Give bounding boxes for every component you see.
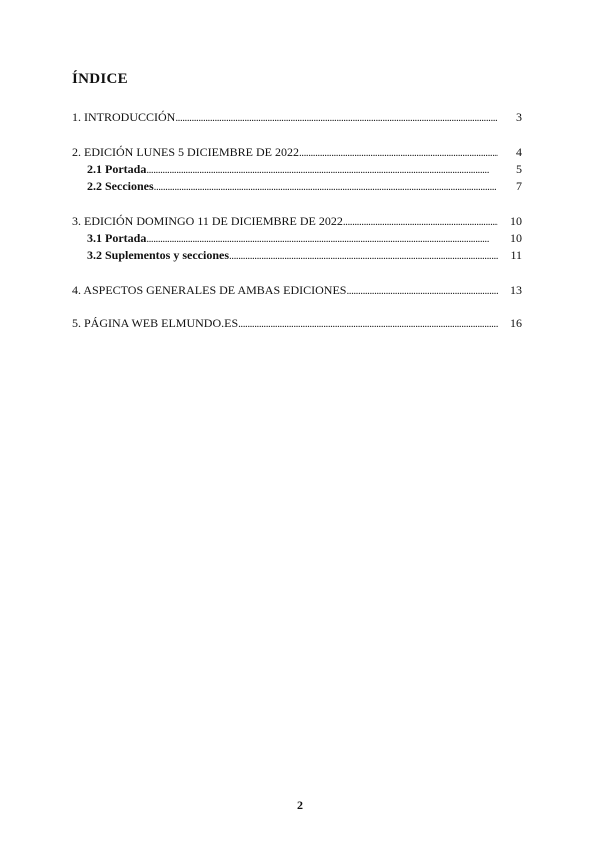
toc-entry-label: 5. PÁGINA WEB ELMUNDO.ES (72, 316, 239, 330)
toc-entry-page: 4 (516, 145, 522, 159)
toc-entry-aspectos-generales[interactable] (72, 283, 522, 298)
toc-entry-page: 10 (510, 214, 522, 228)
toc-entry-label: 4. ASPECTOS GENERALES DE AMBAS EDICIONES (72, 283, 347, 297)
toc-entry-page: 10 (510, 231, 522, 245)
toc-entry-edicion-lunes[interactable] (72, 145, 522, 160)
page-number: 2 (297, 798, 303, 812)
dot-leader (154, 179, 498, 194)
toc-entry-page: 11 (510, 248, 522, 262)
toc-entry-edicion-domingo[interactable] (72, 214, 522, 229)
toc-entry-label: 2.2 Secciones (87, 179, 154, 193)
dot-leader (229, 248, 498, 263)
toc-entry-introduccion[interactable] (72, 110, 522, 125)
toc-entry-pagina-web[interactable] (72, 316, 522, 331)
toc-entry-label: 3.2 Suplementos y secciones (87, 248, 229, 262)
toc-subentry-portada-lunes[interactable] (87, 162, 522, 177)
toc-subentry-portada-domingo[interactable] (87, 231, 522, 246)
page-title: ÍNDICE (72, 71, 128, 87)
toc-entry-label: 2.1 Portada (87, 162, 147, 176)
toc-subentry-secciones-lunes[interactable] (87, 179, 522, 194)
toc-entry-page: 13 (510, 283, 522, 297)
toc-entry-label: 1. INTRODUCCIÓN (72, 110, 176, 124)
toc-entry-page: 5 (516, 162, 522, 176)
dot-leader (146, 162, 498, 177)
dot-leader (343, 214, 498, 229)
toc-entry-label: 2. EDICIÓN LUNES 5 DICIEMBRE DE 2022 (72, 145, 299, 159)
dot-leader (346, 283, 498, 298)
toc-entry-page: 3 (516, 110, 522, 124)
toc-entry-page: 7 (516, 179, 522, 193)
toc-entry-page: 16 (510, 316, 522, 330)
toc-entry-label: 3. EDICIÓN DOMINGO 11 DE DICIEMBRE DE 2022 (72, 214, 343, 228)
dot-leader (238, 316, 498, 331)
dot-leader (175, 110, 498, 125)
dot-leader (299, 145, 498, 160)
toc-subentry-suplementos[interactable] (87, 248, 522, 263)
dot-leader (146, 231, 498, 246)
toc-entry-label: 3.1 Portada (87, 231, 147, 245)
